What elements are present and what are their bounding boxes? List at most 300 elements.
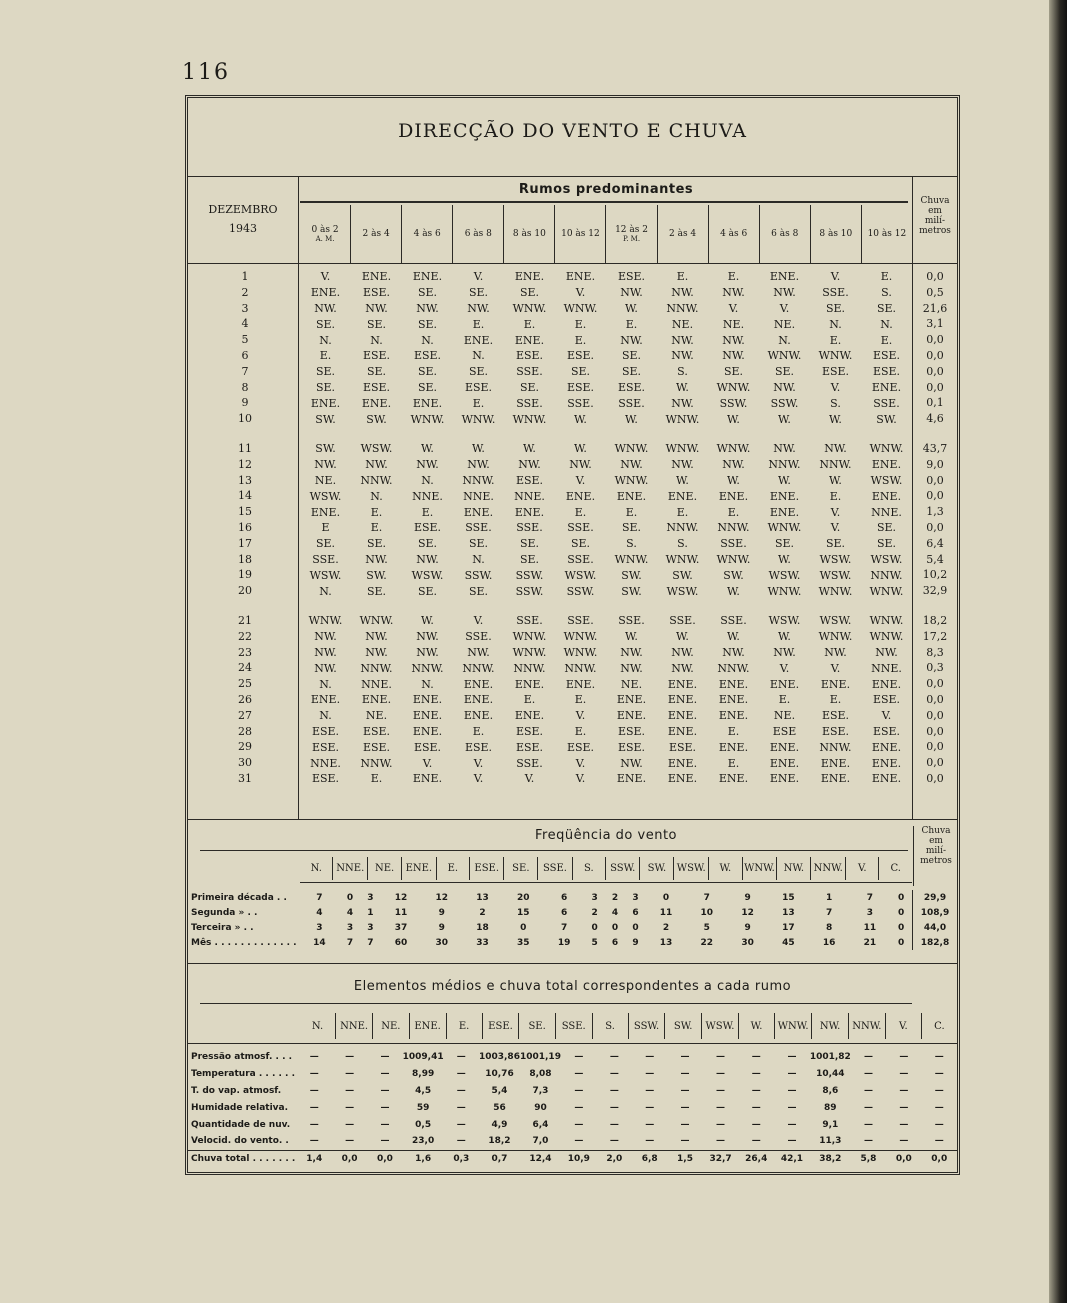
direction-cell: ESE. <box>617 740 646 754</box>
direction-cell: SE. <box>876 521 897 535</box>
elements-cell: — <box>345 1136 355 1147</box>
elements-cell: — <box>456 1052 466 1063</box>
direction-cell: SE. <box>774 365 795 379</box>
direction-cell: V. <box>779 301 790 315</box>
table-row <box>300 755 912 771</box>
direction-cell: WSW. <box>309 489 342 503</box>
direction-cell: ENE. <box>616 772 647 786</box>
direction-cell: V. <box>830 505 841 519</box>
decade-gap <box>300 599 912 613</box>
direction-cell: E. <box>829 489 842 503</box>
elements-cell: — <box>899 1119 909 1130</box>
direction-cell: V. <box>473 756 484 770</box>
freq-cell: 4 <box>316 907 323 918</box>
elements-column-header: S. <box>592 1013 628 1039</box>
elements-cell: 7,0 <box>532 1136 549 1147</box>
table-row <box>300 504 912 520</box>
decade-gap-cell <box>300 427 912 441</box>
direction-cell: WSW. <box>870 552 903 566</box>
freq-cell: 5 <box>591 937 598 948</box>
elements-cell: — <box>751 1069 761 1080</box>
direction-cell: ESE. <box>617 380 646 394</box>
elements-cell: 2,0 <box>597 1150 632 1167</box>
direction-cell: ENE. <box>871 677 902 691</box>
elements-cell: — <box>716 1136 726 1147</box>
direction-cell: NE. <box>314 473 337 487</box>
freq-row-label: Terceira » . . <box>191 922 254 933</box>
elements-cell: — <box>309 1102 319 1113</box>
direction-cell: SSE. <box>720 614 747 628</box>
month-label: DEZEMBRO <box>208 203 278 216</box>
elements-cell: — <box>863 1052 873 1063</box>
elements-column-header: SE. <box>519 1013 555 1039</box>
direction-cell: E. <box>523 317 536 331</box>
freq-cell: 7 <box>866 892 874 903</box>
table-row <box>300 724 912 740</box>
direction-cell: NW. <box>671 286 694 300</box>
freq-cell: 7 <box>703 892 710 903</box>
direction-cell: W. <box>574 442 587 456</box>
direction-cell: V. <box>575 473 586 487</box>
direction-cell: SE. <box>468 537 489 551</box>
day-number: 23 <box>238 645 252 659</box>
direction-cell: ESE. <box>668 740 697 754</box>
direction-cell: E. <box>880 270 893 284</box>
group-underline <box>300 201 908 203</box>
table-row <box>300 332 912 348</box>
freq-cell: 0 <box>662 892 670 903</box>
direction-cell: SE. <box>825 301 846 315</box>
direction-cell: W. <box>625 630 638 644</box>
direction-cell: ENE. <box>769 270 800 284</box>
direction-cell: ESE. <box>821 724 850 738</box>
direction-cell: SE. <box>315 537 336 551</box>
elements-cell: — <box>456 1119 466 1130</box>
direction-cell: V. <box>728 301 739 315</box>
direction-cell: WNW. <box>308 614 343 628</box>
freq-cell: 9 <box>744 892 751 903</box>
elements-cell: 6,8 <box>632 1150 667 1167</box>
elements-cell: — <box>645 1102 655 1113</box>
direction-cell: SE. <box>621 365 642 379</box>
elements-rule <box>188 1043 957 1044</box>
freq-rain-cell: 29,9 <box>913 890 958 905</box>
direction-cell: WNW. <box>665 412 700 426</box>
freq-cell: 13 <box>659 937 673 948</box>
direction-cell: N. <box>421 333 434 347</box>
direction-cell: NW. <box>824 442 847 456</box>
day-number: 15 <box>238 505 252 519</box>
direction-cell: SSE. <box>567 396 594 410</box>
direction-cell: SE. <box>519 286 540 300</box>
elements-row <box>188 1066 957 1083</box>
freq-row <box>188 905 957 920</box>
day-number: 6 <box>241 349 249 362</box>
table-row <box>300 364 912 380</box>
elements-cell: — <box>345 1052 355 1063</box>
direction-cell: ENE. <box>667 756 698 770</box>
elements-cell: 5,8 <box>851 1150 886 1167</box>
rain-header-line1: Chuva <box>920 196 950 206</box>
day-number: 26 <box>238 693 252 706</box>
day-number: 2 <box>241 285 249 299</box>
direction-cell: E. <box>472 317 485 331</box>
direction-cell: E. <box>574 724 587 738</box>
direction-cell: WNW. <box>665 552 700 566</box>
freq-cell: 4 <box>611 907 619 918</box>
direction-cell: N. <box>778 333 791 347</box>
elements-cell: — <box>345 1119 355 1130</box>
freq-cell: 11 <box>659 907 673 918</box>
direction-cell: WNW. <box>665 442 700 456</box>
direction-cell: ESE. <box>617 724 646 738</box>
direction-cell: WNW. <box>869 614 904 628</box>
direction-cell: ENE. <box>514 505 545 519</box>
freq-cell: 5 <box>703 922 710 933</box>
elements-cell: — <box>609 1069 619 1080</box>
direction-cell: E. <box>370 505 383 519</box>
direction-cell: NNE. <box>361 677 392 691</box>
direction-cell: WNW. <box>512 301 547 315</box>
direction-cell: NW. <box>365 301 388 315</box>
direction-cell: ESE. <box>872 365 901 379</box>
elements-cell: — <box>863 1069 873 1080</box>
interval-header-cell <box>350 205 401 263</box>
direction-cell: WNW. <box>359 614 394 628</box>
elements-row <box>188 1083 957 1100</box>
freq-cell: 15 <box>517 907 530 918</box>
elements-row-label: Velocid. do vento. . <box>191 1136 289 1147</box>
freq-cell: 0 <box>591 922 598 933</box>
freq-row-label: Primeira década . . <box>191 892 287 903</box>
direction-cell: NNW. <box>462 473 495 487</box>
direction-cell: V. <box>830 380 841 394</box>
direction-cell: ESE. <box>362 380 391 394</box>
freq-cell: 30 <box>435 937 448 948</box>
direction-cell: W. <box>472 442 485 456</box>
direction-cell: S. <box>677 537 688 551</box>
direction-cell: W. <box>574 412 587 426</box>
table-row <box>300 380 912 396</box>
elements-cell: 10,44 <box>816 1069 845 1080</box>
interval-header-cell <box>554 205 605 263</box>
direction-cell: NW. <box>416 458 439 472</box>
direction-cell: NE. <box>365 709 388 723</box>
direction-cell: ESE. <box>413 740 442 754</box>
direction-cell: ESE. <box>566 740 595 754</box>
am-label: A. M. <box>315 235 335 243</box>
direction-cell: ENE. <box>463 505 494 519</box>
direction-cell: NW. <box>314 301 337 315</box>
elements-column-header: NNW. <box>848 1013 885 1039</box>
direction-cell: ENE. <box>361 270 392 284</box>
direction-cell: E. <box>370 772 383 786</box>
direction-cell: W. <box>727 584 740 598</box>
elements-cell: — <box>716 1052 726 1063</box>
freq-cell: 7 <box>560 922 568 933</box>
direction-cell: ENE. <box>769 740 800 754</box>
interval-header-cell <box>300 205 350 263</box>
direction-cell: SE. <box>366 584 387 598</box>
direction-cell: ENE. <box>871 740 902 754</box>
direction-cell: SE. <box>621 349 642 363</box>
table-row <box>300 488 912 504</box>
elements-column-header: E. <box>446 1013 482 1039</box>
direction-cell: NNW. <box>666 521 699 535</box>
freq-cell: 19 <box>557 937 571 948</box>
direction-cell: WSW. <box>768 568 801 582</box>
direction-cell: E. <box>370 521 383 535</box>
direction-cell: NW. <box>824 645 847 659</box>
day-number: 31 <box>238 772 252 785</box>
rain-value: 6,4 <box>926 536 944 550</box>
page-edge-shadow <box>1049 0 1067 1303</box>
freq-row <box>188 935 957 950</box>
direction-cell: ESE. <box>872 693 901 707</box>
direction-cell: NW. <box>620 458 643 472</box>
freq-title: Freqüência do vento <box>535 828 677 843</box>
direction-cell: NW. <box>620 756 643 770</box>
direction-cell: SE. <box>774 537 795 551</box>
elements-cell: — <box>934 1102 944 1113</box>
elements-column-header: SSW. <box>628 1013 665 1039</box>
table-row <box>300 613 912 629</box>
rain-value: 0,0 <box>926 364 944 378</box>
day-number: 12 <box>238 457 252 471</box>
direction-cell: SE. <box>570 537 591 551</box>
freq-cell: 33 <box>476 937 489 948</box>
direction-cell: NNW. <box>870 568 903 582</box>
direction-cell: ESE. <box>617 270 646 284</box>
direction-cell: NW. <box>467 645 490 659</box>
direction-cell: SSW. <box>515 584 544 598</box>
freq-cell: 7 <box>826 907 833 918</box>
rain-header-line3: milí- <box>924 216 946 226</box>
direction-cell: ENE. <box>310 286 341 300</box>
freq-cell: 60 <box>394 937 408 948</box>
elements-cell: — <box>645 1085 655 1096</box>
direction-cell: WSW. <box>411 568 444 582</box>
interval-header-cell <box>759 205 810 263</box>
direction-cell: S. <box>626 537 637 551</box>
elements-cell: — <box>751 1102 761 1113</box>
direction-cell: N. <box>421 473 434 487</box>
direction-cell: ENE. <box>514 709 545 723</box>
direction-cell: WSW. <box>768 614 801 628</box>
direction-cell: SE. <box>315 317 336 331</box>
direction-cell: W. <box>676 630 689 644</box>
day-number: 8 <box>241 380 249 394</box>
direction-cell: ESE. <box>515 740 544 754</box>
direction-cell: ENE. <box>616 693 647 707</box>
elements-cell: — <box>934 1119 944 1130</box>
direction-cell: ENE. <box>667 772 698 786</box>
elements-cell: — <box>645 1052 655 1063</box>
elements-cell: — <box>680 1136 690 1147</box>
direction-cell: E. <box>727 724 740 738</box>
table-row <box>300 457 912 473</box>
freq-cell: 2 <box>479 907 486 918</box>
direction-cell: SE. <box>417 286 438 300</box>
elements-cell: — <box>645 1069 655 1080</box>
direction-cell: ENE. <box>718 489 749 503</box>
direction-cell: NW. <box>671 645 694 659</box>
direction-cell: ENE. <box>514 677 545 691</box>
direction-cell: ENE. <box>820 756 851 770</box>
direction-cell: SE. <box>366 365 387 379</box>
elements-cell: — <box>787 1069 797 1080</box>
direction-cell: ESE. <box>515 349 544 363</box>
direction-cell: SE. <box>417 584 438 598</box>
direction-cell: E. <box>676 505 689 519</box>
direction-cell: ENE. <box>412 270 443 284</box>
direction-cell: SW. <box>315 412 336 426</box>
elements-column-header: SSE. <box>555 1013 592 1039</box>
day-number: 5 <box>241 333 249 347</box>
freq-cell: 0 <box>346 892 354 903</box>
elements-cell: 90 <box>534 1102 547 1113</box>
direction-cell: W. <box>727 473 740 487</box>
elements-cell: — <box>456 1069 466 1080</box>
direction-cell: ENE. <box>412 693 443 707</box>
elements-cell: 8,6 <box>822 1085 839 1096</box>
day-number: 13 <box>238 473 252 487</box>
freq-cell: 12 <box>394 892 408 903</box>
direction-cell: SE. <box>366 317 387 331</box>
direction-cell: NNW. <box>666 301 699 315</box>
direction-cell: ENE. <box>718 740 749 754</box>
direction-cell: NNE. <box>463 489 494 503</box>
direction-cell: WSW. <box>819 614 852 628</box>
direction-cell: WNW. <box>818 584 853 598</box>
freq-title-underline <box>200 850 908 851</box>
freq-cell: 4 <box>346 907 354 918</box>
direction-cell: NW. <box>365 552 388 566</box>
day-number: 29 <box>238 740 252 754</box>
elements-row <box>188 1133 957 1150</box>
pm-label: P. M. <box>622 235 641 243</box>
freq-rain-cell: 44,0 <box>913 920 958 935</box>
elements-cell: — <box>751 1119 761 1130</box>
elements-cell: — <box>609 1052 619 1063</box>
direction-cell: NNE. <box>871 661 902 675</box>
direction-cell: ENE. <box>871 380 902 394</box>
elements-cell: 10,76 <box>485 1069 514 1080</box>
direction-cell: NW. <box>314 661 337 675</box>
direction-cell: W. <box>676 380 689 394</box>
wind-direction-table <box>300 269 912 787</box>
freq-column-header: SSE. <box>538 857 572 880</box>
elements-row-label: Chuva total . . . . . . . <box>188 1150 297 1167</box>
interval-header-cell <box>810 205 861 263</box>
direction-cell: NW. <box>620 645 643 659</box>
direction-cell: NW. <box>314 630 337 644</box>
elements-cell: — <box>863 1085 873 1096</box>
elements-cell: — <box>309 1052 319 1063</box>
freq-cell: 11 <box>863 922 877 933</box>
rain-value: 0,5 <box>926 285 944 299</box>
day-number: 27 <box>238 708 252 722</box>
interval-label: 10 às 12 <box>867 229 907 239</box>
elements-cell: 1,6 <box>403 1150 444 1167</box>
direction-cell: SE. <box>468 584 489 598</box>
direction-cell: W. <box>625 412 638 426</box>
direction-cell: NNW. <box>462 661 495 675</box>
direction-cell: NW. <box>722 458 745 472</box>
col-divider-day <box>298 176 299 819</box>
table-row <box>300 285 912 301</box>
elements-cell: — <box>899 1085 909 1096</box>
elements-cell: 4,5 <box>415 1085 432 1096</box>
rain-value: 3,1 <box>926 317 944 331</box>
freq-column-header: ESE. <box>470 857 504 880</box>
freq-rain-line3: milí- <box>925 846 947 856</box>
direction-cell: NW. <box>722 349 745 363</box>
elements-cell: 18,2 <box>488 1136 511 1147</box>
table-row <box>300 411 912 427</box>
freq-cell: 12 <box>435 892 448 903</box>
direction-cell: V. <box>881 709 892 723</box>
direction-cell: NW. <box>773 645 796 659</box>
direction-cell: ENE. <box>769 772 800 786</box>
direction-cell: NW. <box>467 301 490 315</box>
freq-cell: 6 <box>611 937 619 948</box>
day-number: 18 <box>238 552 252 566</box>
direction-cell: SW. <box>315 442 336 456</box>
direction-cell: ENE. <box>463 709 494 723</box>
group-label: Rumos predominantes <box>518 182 694 197</box>
direction-cell: SSW. <box>719 396 748 410</box>
direction-cell: ENE. <box>667 724 698 738</box>
direction-cell: ENE. <box>820 772 851 786</box>
direction-cell: SSE. <box>567 552 594 566</box>
elements-cell: — <box>609 1136 619 1147</box>
freq-cell: 9 <box>744 922 751 933</box>
elements-column-header: ENE. <box>409 1013 446 1039</box>
elements-row-label: Humidade relativa. <box>191 1102 289 1113</box>
elements-cell: 5,4 <box>491 1085 508 1096</box>
direction-cell: W. <box>523 442 536 456</box>
interval-label: 8 às 10 <box>512 229 546 239</box>
freq-cell: 6 <box>560 907 568 918</box>
elements-cell: 1003,86 <box>478 1052 520 1063</box>
freq-cell: 0 <box>898 907 905 918</box>
day-number: 17 <box>238 536 252 550</box>
direction-cell: NNW. <box>411 661 444 675</box>
direction-cell: W. <box>421 442 434 456</box>
direction-cell: NNW. <box>819 740 852 754</box>
direction-cell: ENE. <box>412 724 443 738</box>
rain-value: 0,0 <box>926 333 944 347</box>
direction-cell: WNW. <box>563 301 598 315</box>
direction-cell: WNW. <box>563 630 598 644</box>
freq-cell: 3 <box>367 922 374 933</box>
direction-cell: WNW. <box>767 521 802 535</box>
freq-cell: 7 <box>346 937 354 948</box>
direction-cell: V. <box>575 772 586 786</box>
direction-cell: SSE. <box>720 537 747 551</box>
direction-cell: ENE. <box>310 505 341 519</box>
rain-value: 0,0 <box>926 677 944 691</box>
elements-column-header: WSW. <box>701 1013 738 1039</box>
elements-cell: — <box>456 1136 466 1147</box>
interval-header-cell <box>861 205 912 263</box>
direction-cell: SE. <box>876 301 897 315</box>
direction-cell: SE. <box>366 537 387 551</box>
elements-cell: 10,9 <box>561 1150 597 1167</box>
direction-cell: ESE. <box>362 286 391 300</box>
elements-cell: — <box>456 1102 466 1113</box>
